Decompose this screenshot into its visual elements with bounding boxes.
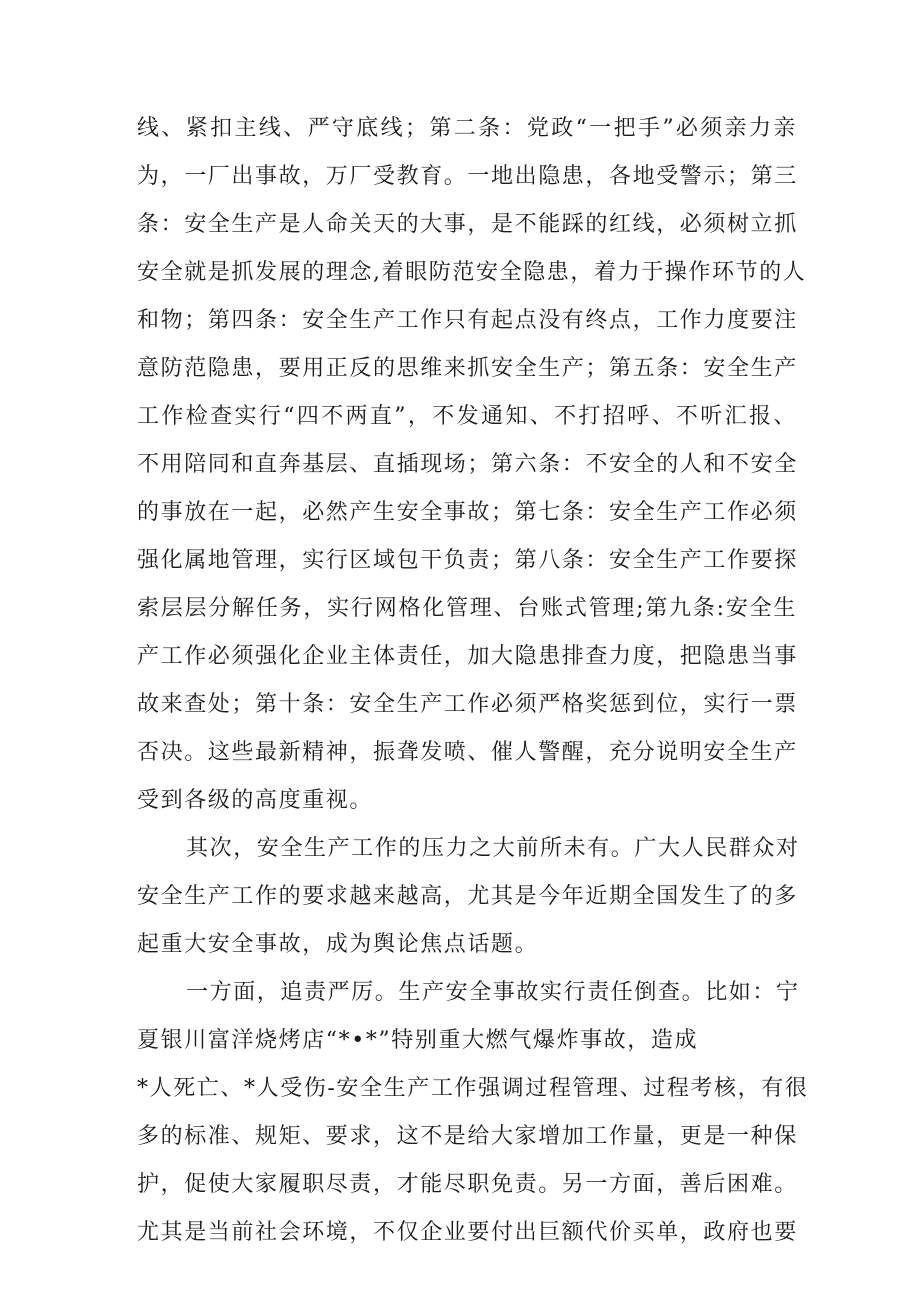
- text-line: 安全生产工作的要求越来越高，尤其是今年近期全国发生了的多: [137, 884, 798, 909]
- text-line: 为，一厂出事故，万厂受教育。一地出隐患，各地受警示；第三: [137, 164, 798, 189]
- text-line: 产工作必须强化企业主体责任，加大隐患排查力度，把隐患当事: [137, 644, 798, 669]
- text-line: 意防范隐患，要用正反的思维来抓安全生产；第五条：安全生产: [137, 356, 798, 381]
- text-line: 安全就是抓发展的理念,着眼防范安全隐患，着力于操作环节的人: [137, 260, 807, 285]
- text-line: 夏银川富洋烧烤店“*•*”特别重大燃气爆炸事故，造成: [137, 1028, 699, 1053]
- text-line: 不用陪同和直奔基层、直插现场；第六条：不安全的人和不安全: [137, 452, 798, 477]
- text-line: 尤其是当前社会环境，不仅企业要付出巨额代价买单，政府也要: [137, 1220, 798, 1245]
- text-line: 工作检查实行“四不两直”，不发通知、不打招呼、不听汇报、: [137, 404, 797, 429]
- text-line: 强化属地管理，实行区域包干负责；第八条：安全生产工作要探: [137, 548, 798, 573]
- text-line: 受到各级的高度重视。: [137, 788, 374, 813]
- text-line: 护，促使大家履职尽责，才能尽职免责。另一方面，善后困难。: [137, 1172, 798, 1197]
- text-line: 条：安全生产是人命关天的大事，是不能踩的红线，必须树立抓: [137, 212, 798, 237]
- text-line: 故来查处；第十条：安全生产工作必须严格奖惩到位，实行一票: [137, 692, 798, 717]
- text-line: 的事放在一起，必然产生安全事故；第七条：安全生产工作必须: [137, 500, 798, 525]
- text-line: 多的标准、规矩、要求，这不是给大家增加工作量，更是一种保: [137, 1124, 798, 1149]
- text-line: *人死亡、*人受伤-安全生产工作强调过程管理、过程考核，有很: [137, 1076, 809, 1101]
- paragraph-first-line: 一方面，追责严厉。生产安全事故实行责任倒查。比如：宁: [186, 980, 800, 1005]
- paragraph-first-line: 其次，安全生产工作的压力之大前所未有。广大人民群众对: [186, 836, 800, 861]
- text-line: 索层层分解任务，实行网格化管理、台账式管理;第九条:安全生: [137, 596, 797, 621]
- text-line: 线、紧扣主线、严守底线；第二条：党政“一把手”必须亲力亲: [137, 116, 797, 141]
- text-line: 起重大安全事故，成为舆论焦点话题。: [137, 932, 539, 957]
- text-line: 否决。这些最新精神，振聋发喷、催人警醒，充分说明安全生产: [137, 740, 798, 765]
- text-line: 和物；第四条：安全生产工作只有起点没有终点，工作力度要注: [137, 308, 798, 333]
